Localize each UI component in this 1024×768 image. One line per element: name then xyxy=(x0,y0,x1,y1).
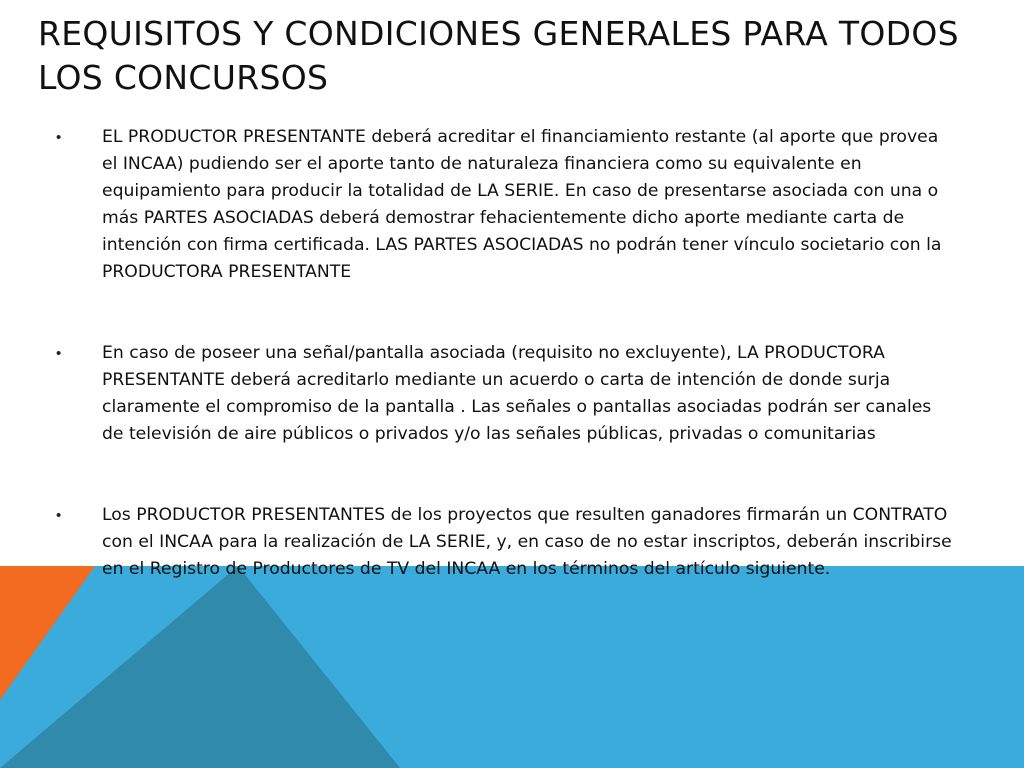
slide-title: REQUISITOS Y CONDICIONES GENERALES PARA TODOS LOS CONCURSOS xyxy=(38,14,959,97)
bullet-text: EL PRODUCTOR PRESENTANTE deberá acreditar el financiamiento restante (al aporte que provea el INCAA) pudiendo ser el aporte tanto de naturaleza financiera como su equivalente en equipamiento para producir la totalidad de LA SERIE. En caso de presentarse asociada con una o más PARTES ASOCIADAS deberá demostrar fehacientemente dicho aporte mediante carta de intención con firma certificada. LAS PARTES ASOCIADAS no podrán tener vínculo societario con la PRODUCTORA PRESENTANTE xyxy=(102,127,942,282)
bullet-item xyxy=(56,124,956,286)
bullet-list xyxy=(56,124,956,583)
bullet-text: En caso de poseer una señal/pantalla asociada (requisito no excluyente), LA PRODUCTORA PRESENTANTE deberá acreditarlo mediante un acuerdo o carta de intención de donde surja claramente el compromiso de la pantalla . Las señales o pantallas asociadas podrán ser canales de televisión de aire públicos o privados y/o las señales públicas, privadas o comunitarias xyxy=(102,343,932,444)
bullet-item xyxy=(56,502,956,583)
bullet-marker: • xyxy=(56,507,62,524)
bullet-text: Los PRODUCTOR PRESENTANTES de los proyectos que resulten ganadores firmarán un CONTRATO con el INCAA para la realización de LA SERIE, y, en caso de no estar inscriptos, deberán inscribirse en el Registro de Productores de TV del INCAA en los términos del artículo siguiente. xyxy=(102,505,952,579)
bullet-item xyxy=(56,340,956,448)
bullet-marker: • xyxy=(56,345,62,362)
bullet-marker: • xyxy=(56,129,62,146)
